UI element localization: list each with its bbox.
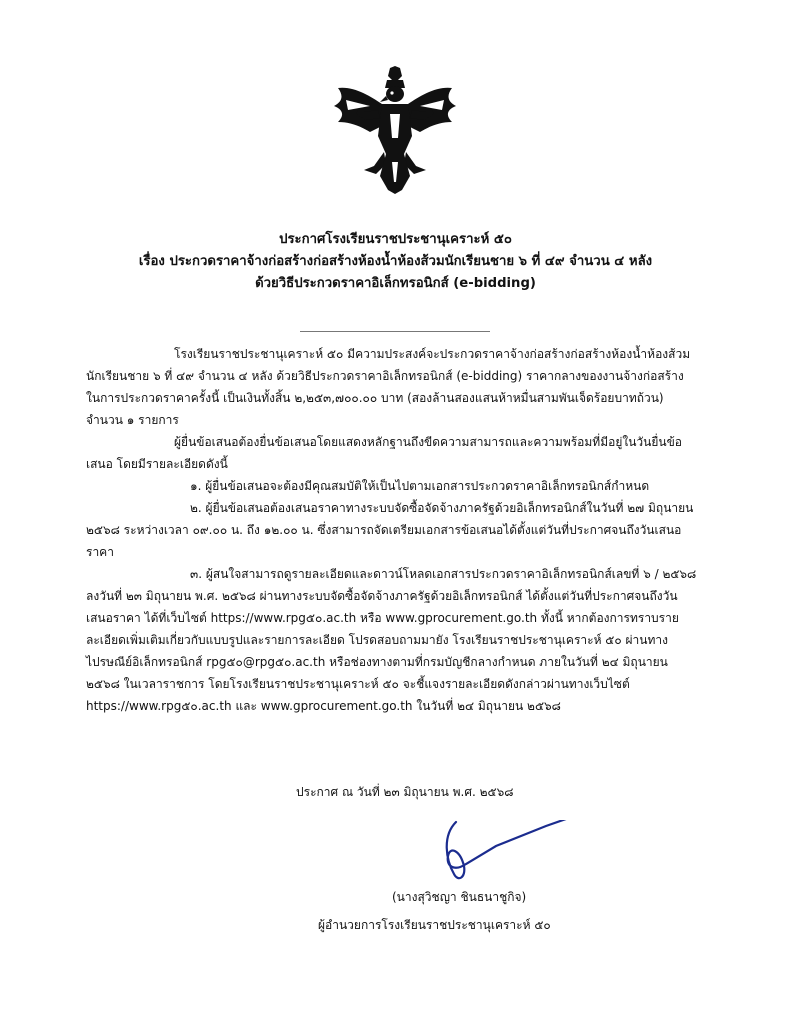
paragraph-intro: โรงเรียนราชประชานุเคราะห์ ๕๐ มีความประสงค์จะประกวดราคาจ้างก่อสร้างก่อสร้างห้องน้ำห้องส้วมนักเรียนชาย ๖ ที่ ๔๙ จำนวน ๔ หลัง ด้วยวิธีประกวดราคาอิเล็กทรอนิกส์ (e-bidding) ราคากลางของงานจ้างก่อสร้าง ในการประกวดราคาครั้งนี้ เป็นเงินทั้งสิ้น ๒,๒๕๓,๗๐๐.๐๐ บาท (สองล้านสองแสนห้าหมื่นสามพันเจ็ดร้อยบาทถ้วน) จำนวน ๑ รายการ (86, 347, 691, 427)
signature-icon (436, 820, 636, 884)
title-line-2: เรื่อง ประกวดราคาจ้างก่อสร้างก่อสร้างห้องน้ำห้องส้วมนักเรียนชาย ๖ ที่ ๔๙ จำนวน ๔ หลัง (138, 254, 653, 269)
list-item-2: ๒. ผู้ยื่นข้อเสนอต้องเสนอราคาทางระบบจัดซื้อจัดจ้างภาครัฐด้วยอิเล็กทรอนิกส์ในวันที่ ๒๗ มิถุนายน ๒๕๖๘ ระหว่างเวลา ๐๙.๐๐ น. ถึง ๑๒.๐๐ น. ซึ่งสามารถจัดเตรียมเอกสารข้อเสนอได้ตั้งแต่วันที่ประกาศจนถึงวันเสนอราคา (86, 501, 694, 559)
list-item-3: ๓. ผู้สนใจสามารถดูรายละเอียดและดาวน์โหลดเอกสารประกวดราคาอิเล็กทรอนิกส์เลขที่ ๖ / ๒๕๖๘ ลงวันที่ ๒๓ มิถุนายน พ.ศ. ๒๕๖๘ ผ่านทางระบบจัดซื้อจัดจ้างภาครัฐด้วยอิเล็กทรอนิกส์ ได้ตั้งแต่วันที่ประกาศจนถึงวันเสนอราคา ได้ที่เว็บไซต์ https://www.rpg๕๐.ac.th หรือ www.gprocurement.go.th ทั้งนี้ หากต้องการทราบรายละเอียดเพิ่มเติมเกี่ยวกับแบบรูปและรายการละเอียด โปรดสอบถามมายัง โรงเรียนราชประชานุเคราะห์ ๕๐ ผ่านทางไปรษณีย์อิเล็กทรอนิกส์ rpg๕๐@rpg๕๐.ac.th หรือช่องทางตามที่กรมบัญชีกลางกำหนด ภายในวันที่ ๒๔ มิถุนายน ๒๕๖๘ ในเวลาราชการ โดยโรงเรียนราชประชานุเคราะห์ ๕๐ จะชี้แจงรายละเอียดดังกล่าวผ่านทางเว็บไซต์ https://www.rpg๕๐.ac.th และ www.gprocurement.go.th ในวันที่ ๒๔ มิถุนายน ๒๕๖๘ (86, 567, 697, 713)
list-item-1: ๑. ผู้ยื่นข้อเสนอจะต้องมีคุณสมบัติให้เป็นไปตามเอกสารประกวดราคาอิเล็กทรอนิกส์กำหนด (190, 479, 650, 493)
signer-name: (นางสุวิชญา ชินธนาชูกิจ) (392, 890, 527, 904)
title-line-3: ด้วยวิธีประกวดราคาอิเล็กทรอนิกส์ (e-bidding) (255, 276, 536, 291)
garuda-emblem-icon (330, 66, 460, 196)
signer-position: ผู้อำนวยการโรงเรียนราชประชานุเคราะห์ ๕๐ (318, 918, 551, 932)
paragraph-requirements: ผู้ยื่นข้อเสนอต้องยื่นข้อเสนอโดยแสดงหลักฐานถึงขีดความสามารถและความพร้อมที่มีอยู่ในวันยื่นข้อเสนอ โดยมีรายละเอียดดังนี้ (86, 435, 683, 471)
title-line-1: ประกาศโรงเรียนราชประชานุเคราะห์ ๕๐ (279, 232, 512, 247)
title-divider (300, 331, 490, 332)
announcement-date: ประกาศ ณ วันที่ ๒๓ มิถุนายน พ.ศ. ๒๕๖๘ (296, 785, 514, 799)
